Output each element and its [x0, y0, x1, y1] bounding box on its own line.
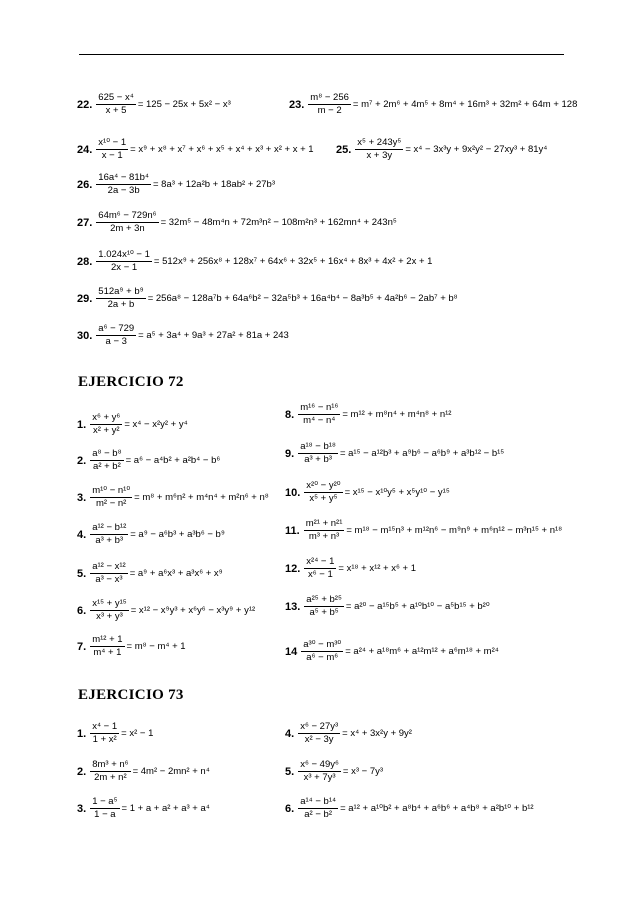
- denominator: a² − b²: [304, 809, 332, 820]
- quotient: = 8a³ + 12a²b + 18ab² + 27b³: [153, 179, 276, 190]
- denominator: a⁶ − m⁶: [306, 652, 339, 663]
- numerator: a⁶ − 729: [98, 323, 135, 334]
- item-number: 11.: [285, 524, 300, 537]
- item-number: 5.: [285, 765, 295, 778]
- quotient: = a⁵ + 3a⁴ + 9a³ + 27a² + 81a + 243: [138, 330, 289, 341]
- item-number: 2.: [77, 765, 87, 778]
- fraction: [96, 323, 136, 348]
- numerator: m¹⁰ − n¹⁰: [92, 485, 131, 496]
- quotient: = 32m⁵ − 48m⁴n + 72m³n² − 108m²n³ + 162mn⁴ + 243n⁵: [160, 217, 397, 228]
- fraction: [304, 480, 342, 505]
- numerator: x⁶ − 49y⁶: [300, 759, 339, 770]
- exercise-item-28: [77, 249, 432, 274]
- fraction: [90, 412, 122, 437]
- quotient: = x⁴ − 3x³y + 9x²y² − 27xy³ + 81y⁴: [405, 144, 548, 155]
- numerator: a²⁵ + b²⁵: [306, 594, 342, 605]
- fraction: [298, 759, 341, 784]
- quotient: = m⁸ − m⁴ + 1: [126, 641, 186, 652]
- fraction: [298, 721, 340, 746]
- denominator: m⁴ − n⁴: [303, 415, 336, 426]
- item-number: 3.: [77, 491, 87, 504]
- numerator: a¹⁸ − b¹⁸: [300, 441, 336, 452]
- denominator: x³ + y³: [96, 611, 123, 622]
- top-rule: [79, 54, 564, 55]
- exercise-item-12: [285, 556, 416, 581]
- denominator: x + 5: [105, 105, 127, 116]
- numerator: 16a⁴ − 81b⁴: [98, 172, 149, 183]
- quotient: = a⁶ − a⁴b² + a²b⁴ − b⁶: [125, 455, 221, 466]
- exercise-item-1: [77, 412, 188, 437]
- exercise-item-2: [77, 448, 220, 473]
- fraction: [96, 172, 151, 197]
- item-number: 6.: [285, 802, 295, 815]
- fraction: [298, 441, 338, 466]
- numerator: x⁶ + y⁶: [92, 412, 121, 423]
- exercise-item-25: [336, 137, 547, 162]
- item-number: 4.: [77, 528, 87, 541]
- exercise-item-30: [77, 323, 289, 348]
- fraction: [298, 402, 340, 427]
- denominator: x² + y²: [92, 425, 120, 436]
- exercise-item-3: [77, 485, 269, 510]
- denominator: x² − 3y: [304, 734, 334, 745]
- exercise-item-7: [77, 634, 186, 659]
- denominator: x − 1: [101, 150, 123, 161]
- numerator: a⁸ − b⁸: [92, 448, 122, 459]
- item-number: 29.: [77, 292, 93, 305]
- numerator: m¹⁶ − n¹⁶: [300, 402, 339, 413]
- fraction: [90, 561, 128, 586]
- item-number: 9.: [285, 447, 295, 460]
- numerator: x²⁴ − 1: [306, 556, 335, 567]
- fraction: [90, 759, 130, 784]
- fraction: [301, 639, 343, 664]
- denominator: x³ + 7y³: [303, 772, 336, 783]
- denominator: 1 − a: [94, 809, 116, 820]
- exercise-item-4: [285, 721, 412, 746]
- quotient: = x¹⁵ − x¹⁰y⁵ + x⁵y¹⁰ − y¹⁵: [344, 487, 450, 498]
- fraction: [355, 137, 403, 162]
- item-number: 25.: [336, 143, 352, 156]
- denominator: 2a + b: [107, 299, 135, 310]
- exercise-item-4: [77, 522, 225, 547]
- numerator: m¹² + 1: [92, 634, 123, 645]
- fraction: [90, 522, 128, 547]
- fraction: [90, 721, 119, 746]
- denominator: m³ + n³: [308, 531, 340, 542]
- denominator: 2m + 3n: [110, 223, 145, 234]
- item-number: 6.: [77, 604, 87, 617]
- item-number: 28.: [77, 255, 93, 268]
- exercise-item-26: [77, 172, 275, 197]
- numerator: a¹⁴ − b¹⁴: [300, 796, 337, 807]
- quotient: = a¹² + a¹⁰b² + a⁸b⁴ + a⁶b⁶ + a⁴b⁸ + a²b¹⁰ + b¹²: [340, 803, 534, 814]
- quotient: = x⁴ + 3x²y + 9y²: [342, 728, 412, 739]
- exercise-item-10: [285, 480, 450, 505]
- exercise-item-27: [77, 210, 397, 235]
- fraction: [90, 448, 123, 473]
- denominator: 2x − 1: [111, 262, 138, 273]
- exercise-item-1: [77, 721, 153, 746]
- item-number: 27.: [77, 216, 93, 229]
- exercise-item-29: [77, 286, 458, 311]
- fraction: [90, 796, 119, 821]
- numerator: 625 − x⁴: [98, 92, 134, 103]
- quotient: = x² − 1: [121, 728, 154, 739]
- exercise-item-2: [77, 759, 210, 784]
- item-number: 1.: [77, 727, 87, 740]
- quotient: = 125 − 25x + 5x² − x³: [137, 99, 231, 110]
- quotient: = 256a⁸ − 128a⁷b + 64a⁶b² − 32a⁵b³ + 16a⁴b⁴ − 8a³b⁵ + 4a²b⁶ − 2ab⁷ + b⁸: [147, 293, 458, 304]
- exercise-item-3: [77, 796, 210, 821]
- numerator: 64m⁶ − 729n⁶: [98, 210, 157, 221]
- numerator: a¹² − b¹²: [92, 522, 127, 533]
- item-number: 1.: [77, 418, 87, 431]
- exercise-item-9: [285, 441, 504, 466]
- numerator: x⁶ − 27y³: [300, 721, 339, 732]
- exercise-item-14: [285, 639, 499, 664]
- exercise-item-24: [77, 137, 314, 162]
- item-number: 14: [285, 645, 298, 658]
- quotient: = a¹⁵ − a¹²b³ + a⁹b⁶ − a⁶b⁹ + a³b¹² − b¹⁵: [339, 448, 505, 459]
- fraction: [90, 485, 132, 510]
- numerator: x⁵ + 243y⁵: [357, 137, 402, 148]
- numerator: x⁴ − 1: [92, 721, 118, 732]
- numerator: 1 − a⁵: [92, 796, 118, 807]
- quotient: = m¹⁸ − m¹⁵n³ + m¹²n⁶ − m⁹n⁹ + m⁶n¹² − m³n¹⁵ + n¹⁸: [346, 525, 563, 536]
- quotient: = x⁹ + x⁸ + x⁷ + x⁶ + x⁵ + x⁴ + x³ + x² + x + 1: [130, 144, 314, 155]
- denominator: x + 3y: [366, 150, 393, 161]
- item-number: 3.: [77, 802, 87, 815]
- denominator: a − 3: [105, 336, 127, 347]
- denominator: a² + b²: [93, 461, 121, 472]
- denominator: 2a − 3b: [107, 185, 140, 196]
- fraction: [96, 286, 145, 311]
- numerator: x¹⁵ + y¹⁵: [92, 598, 127, 609]
- quotient: = m¹² + m⁸n⁴ + m⁴n⁸ + n¹²: [342, 409, 452, 420]
- denominator: a⁵ + b⁵: [309, 607, 339, 618]
- fraction: [308, 92, 351, 117]
- fraction: [298, 796, 338, 821]
- item-number: 4.: [285, 727, 295, 740]
- quotient: = m⁸ + m⁶n² + m⁴n⁴ + m²n⁶ + n⁸: [134, 492, 269, 503]
- section-title-ejercicio-73: EJERCICIO 73: [78, 687, 184, 703]
- quotient: = 1 + a + a² + a³ + a⁴: [121, 803, 210, 814]
- exercise-item-5: [77, 561, 223, 586]
- quotient: = x³ − 7y³: [342, 766, 384, 777]
- exercise-item-8: [285, 402, 451, 427]
- fraction: [96, 249, 152, 274]
- fraction: [96, 210, 158, 235]
- item-number: 26.: [77, 178, 93, 191]
- exercise-item-11: [285, 518, 562, 543]
- denominator: 1 + x²: [92, 734, 117, 745]
- denominator: x⁵ + y⁵: [309, 493, 338, 504]
- item-number: 23.: [289, 98, 305, 111]
- denominator: 2m + n²: [94, 772, 127, 783]
- exercise-item-22: [77, 92, 231, 117]
- fraction: [304, 594, 344, 619]
- item-number: 8.: [285, 408, 295, 421]
- denominator: m² − n²: [95, 498, 127, 509]
- section-title-ejercicio-72: EJERCICIO 72: [78, 374, 184, 390]
- fraction: [304, 556, 336, 581]
- numerator: x²⁰ − y²⁰: [306, 480, 341, 491]
- fraction: [96, 92, 136, 117]
- quotient: = a⁹ − a⁶b³ + a³b⁶ − b⁹: [130, 529, 225, 540]
- quotient: = a²⁴ + a¹⁸m⁶ + a¹²m¹² + a⁶m¹⁸ + m²⁴: [345, 646, 499, 657]
- quotient: = m⁷ + 2m⁶ + 4m⁵ + 8m⁴ + 16m³ + 32m² + 64m + 128: [352, 99, 578, 110]
- numerator: m⁸ − 256: [310, 92, 349, 103]
- fraction: [304, 518, 345, 543]
- numerator: 8m³ + n⁶: [92, 759, 129, 770]
- numerator: 1.024x¹⁰ − 1: [98, 249, 150, 260]
- quotient: = a²⁰ − a¹⁵b⁵ + a¹⁰b¹⁰ − a⁵b¹⁵ + b²⁰: [345, 601, 490, 612]
- denominator: m − 2: [317, 105, 342, 116]
- denominator: x⁶ − 1: [307, 569, 333, 580]
- item-number: 24.: [77, 143, 93, 156]
- denominator: a³ + b³: [304, 454, 332, 465]
- item-number: 22.: [77, 98, 93, 111]
- quotient: = x¹² − x⁹y³ + x⁶y⁶ − x³y⁹ + y¹²: [130, 605, 256, 616]
- denominator: a³ + b³: [95, 535, 124, 546]
- numerator: 512a⁹ + b⁹: [98, 286, 144, 297]
- denominator: m⁴ + 1: [93, 647, 122, 658]
- exercise-item-13: [285, 594, 490, 619]
- quotient: = x¹⁸ + x¹² + x⁶ + 1: [338, 563, 417, 574]
- item-number: 30.: [77, 329, 93, 342]
- fraction: [96, 137, 128, 162]
- exercise-item-23: [289, 92, 577, 117]
- item-number: 13.: [285, 600, 301, 613]
- quotient: = 4m² − 2mn² + n⁴: [132, 766, 210, 777]
- fraction: [90, 634, 124, 659]
- exercise-item-6: [77, 598, 255, 623]
- numerator: a³⁰ − m³⁰: [303, 639, 342, 650]
- item-number: 10.: [285, 486, 301, 499]
- numerator: m²¹ + n²¹: [305, 518, 343, 529]
- numerator: a¹² − x¹²: [92, 561, 126, 572]
- exercise-item-6: [285, 796, 534, 821]
- fraction: [90, 598, 129, 623]
- exercise-item-5: [285, 759, 383, 784]
- item-number: 12.: [285, 562, 301, 575]
- item-number: 2.: [77, 454, 87, 467]
- item-number: 7.: [77, 640, 87, 653]
- quotient: = 512x⁹ + 256x⁸ + 128x⁷ + 64x⁶ + 32x⁵ + 16x⁴ + 8x³ + 4x² + 2x + 1: [153, 256, 433, 267]
- numerator: x¹⁰ − 1: [98, 137, 127, 148]
- denominator: a³ − x³: [95, 574, 123, 585]
- item-number: 5.: [77, 567, 87, 580]
- quotient: = x⁴ − x²y² + y⁴: [124, 419, 188, 430]
- quotient: = a⁹ + a⁶x³ + a³x⁶ + x⁹: [129, 568, 223, 579]
